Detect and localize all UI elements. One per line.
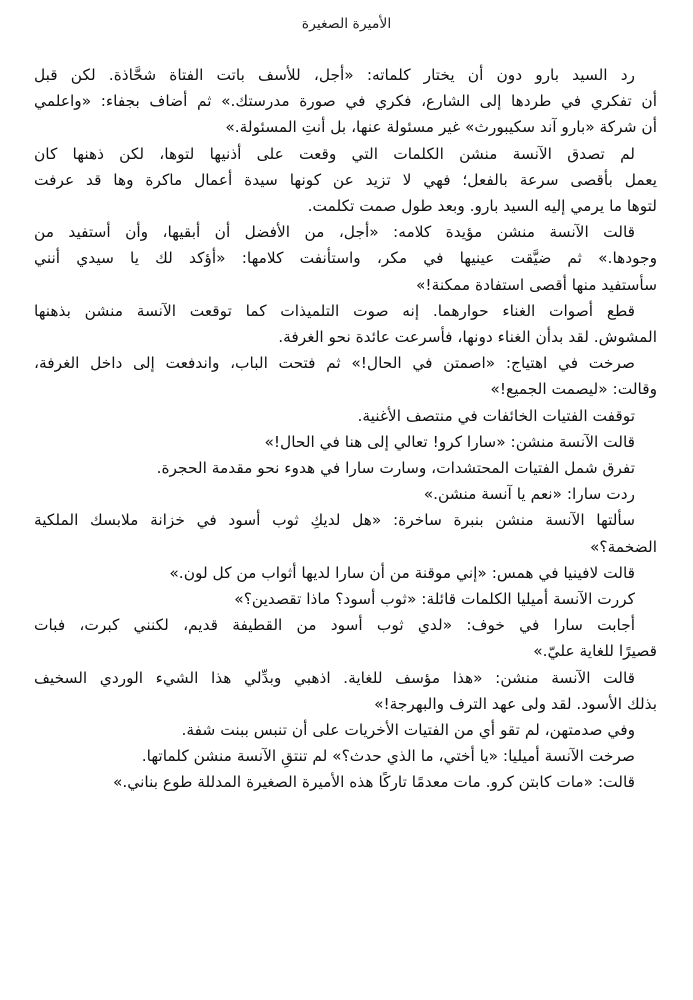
paragraph xyxy=(34,743,657,769)
paragraph xyxy=(34,769,657,795)
text-line: قالت الآنسة منشن مؤيدة كلامه: «أجل، من الأفضل أن أبقيها، وأن أستفيد من xyxy=(34,223,635,242)
text-line: بذلك الأسود. لقد ولى عهد الترف والبهرجة!» xyxy=(374,694,657,713)
text-line: قالت الآنسة منشن: «هذا مؤسف للغاية. اذهبي وبدِّلي هذا الشيء الوردي السخيف xyxy=(34,668,635,687)
paragraph xyxy=(34,481,657,507)
paragraph xyxy=(34,507,657,559)
text-line: رد السيد بارو دون أن يختار كلماته: «أجل، للأسف باتت الفتاة شحَّاذة. لكن قبل xyxy=(34,66,635,84)
text-line: قصيرًا للغاية عليّ.» xyxy=(533,642,657,661)
paragraph xyxy=(34,612,657,664)
text-line: تفرق شمل الفتيات المحتشدات، وسارت سارا في هدوء نحو مقدمة الحجرة. xyxy=(156,459,635,478)
text-line: يعمل بأقصى سرعة بالفعل؛ فهي لا تزيد عن كونها سيدة أعمال ماكرة وها قد عرفت xyxy=(34,170,657,189)
text-line: أن تفكري في طردها إلى الشارع، فكري في صورة مدرستك.» ثم أضاف بجفاء: «واعلمي xyxy=(34,92,657,111)
text-line: كررت الآنسة أميليا الكلمات قائلة: «ثوب أسود؟ ماذا تقصدين؟» xyxy=(234,590,635,609)
paragraph xyxy=(34,350,657,402)
body-text xyxy=(34,62,657,796)
paragraph xyxy=(34,717,657,743)
text-line: وقالت: «ليصمت الجميع!» xyxy=(490,380,657,399)
text-line: الضخمة؟» xyxy=(590,537,657,556)
paragraph xyxy=(34,429,657,455)
paragraph xyxy=(34,219,657,298)
text-line: وفي صدمتهن، لم تقو أي من الفتيات الأخريات على أن تنبس ببنت شفة. xyxy=(181,721,635,740)
text-line: توقفت الفتيات الخائفات في منتصف الأغنية. xyxy=(357,406,635,425)
text-line: ردت سارا: «نعم يا آنسة منشن.» xyxy=(423,485,635,504)
text-line: سألتها الآنسة منشن بنبرة ساخرة: «هل لديكِ ثوب أسود في خزانة ملابسك الملكية xyxy=(34,511,635,530)
paragraph xyxy=(34,62,657,141)
paragraph xyxy=(34,141,657,220)
paragraph xyxy=(34,455,657,481)
paragraph xyxy=(34,298,657,350)
paragraph xyxy=(34,586,657,612)
paragraph xyxy=(34,665,657,717)
running-header: الأميرة الصغيرة xyxy=(301,16,392,32)
text-line: صرخت في اهتياج: «اصمتن في الحال!» ثم فتحت الباب، واندفعت إلى داخل الغرفة، xyxy=(34,354,635,373)
text-line: قالت لافينيا في همس: «إني موقنة من أن سارا لديها أثواب من كل لون.» xyxy=(169,563,635,582)
text-line: قطع أصوات الغناء حوارهما. إنه صوت التلميذات كما توقعت الآنسة منشن بذهنها xyxy=(34,301,635,320)
text-line: قالت: «مات كابتن كرو. مات معدمًا تاركًا هذه الأميرة الصغيرة المدللة طوع بناني.» xyxy=(113,773,635,792)
text-line: أن شركة «بارو آند سكيبورث» غير مسئولة عنها، بل أنتِ المسئولة.» xyxy=(225,118,657,137)
text-line: لم تصدق الآنسة منشن الكلمات التي وقعت على أذنيها لتوها، لكن ذهنها كان xyxy=(34,144,635,163)
paragraph xyxy=(34,560,657,586)
text-line: قالت الآنسة منشن: «سارا كرو! تعالي إلى هنا في الحال!» xyxy=(264,432,635,451)
text-line: صرخت الآنسة أميليا: «يا أختي، ما الذي حدث؟» لم تنتقِ الآنسة منشن كلماتها. xyxy=(141,747,635,766)
paragraph xyxy=(34,403,657,429)
text-line: لتوها ما يرمي إليه السيد بارو. وبعد طول صمت تكلمت. xyxy=(307,197,657,216)
text-line: المشوش. لقد بدأن الغناء دونها، فأسرعت عائدة نحو الغرفة. xyxy=(278,328,657,347)
text-line: وجودها.» ثم ضيَّقت عينيها في مكر، واستأنفت كلامها: «أؤكد لك يا سيدي أنني xyxy=(34,249,657,268)
text-line: سأستفيد منها أقصى استفادة ممكنة!» xyxy=(415,275,657,294)
text-line: أجابت سارا في خوف: «لدي ثوب أسود من القطيفة قديم، لكنني كبرت، فبات xyxy=(34,616,635,635)
